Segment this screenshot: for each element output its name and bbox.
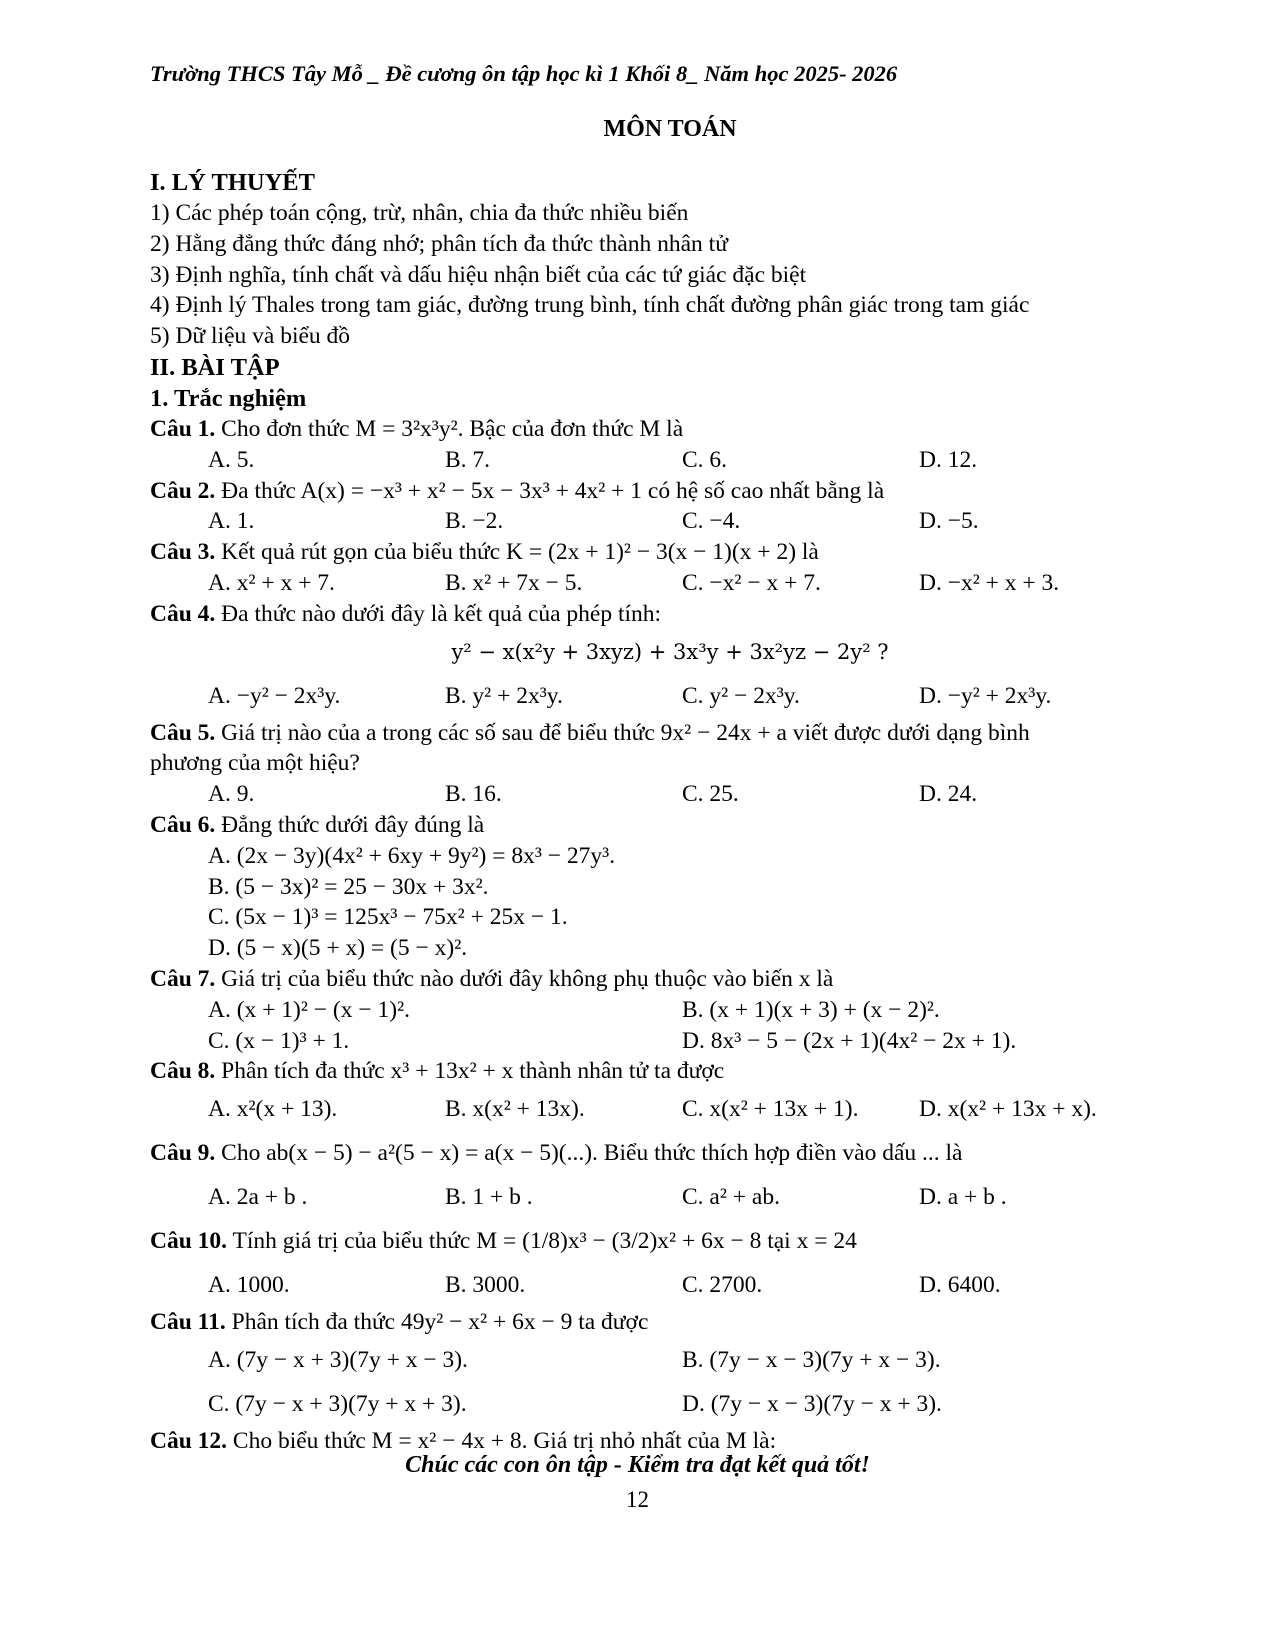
option-a: A. (7y − x + 3)(7y + x − 3). (208, 1346, 468, 1373)
question-label: Câu 2. (150, 477, 216, 504)
theory-item: 1) Các phép toán cộng, trừ, nhân, chia đa thức nhiều biến (150, 200, 689, 226)
page-number: 12 (626, 1487, 649, 1512)
question-label: Câu 9. (150, 1140, 216, 1167)
option-d: D. (7y − x − 3)(7y − x + 3). (682, 1390, 942, 1417)
option-d: D. (5 − x)(5 + x) = (5 − x)². (208, 935, 468, 962)
question-label: Câu 11. (150, 1309, 226, 1336)
option-c: C. 6. (682, 446, 728, 473)
option-a: A. 1. (208, 508, 255, 535)
question-label: Câu 7. (150, 965, 216, 992)
option-b: B. y² + 2x³y. (445, 682, 563, 709)
option-a: A. (2x − 3y)(4x² + 6xy + 9y²) = 8x³ − 27y³. (208, 842, 616, 869)
question-text: Phân tích đa thức 49y² − x² + 6x − 9 ta được (225, 1309, 649, 1336)
option-b: B. (7y − x − 3)(7y + x − 3). (682, 1346, 941, 1373)
footer-message: Chúc các con ôn tập - Kiểm tra đạt kết quả tốt! (405, 1452, 870, 1478)
question-10 (150, 1219, 1190, 1263)
option-b: B. (x + 1)(x + 3) + (x − 2)². (682, 996, 940, 1023)
option-c: C. −4. (682, 508, 741, 535)
option-b: B. x² + 7x − 5. (445, 569, 583, 596)
option-a: A. 9. (208, 781, 255, 808)
option-c: C. (x − 1)³ + 1. (208, 1027, 350, 1054)
option-c: C. y² − 2x³y. (682, 682, 800, 709)
multiple-choice-heading: 1. Trắc nghiệm (150, 384, 307, 412)
theory-item: 2) Hằng đẳng thức đáng nhớ; phân tích đa thức thành nhân tử (150, 230, 728, 257)
question-3 (150, 537, 1190, 568)
options-row (150, 674, 1190, 718)
question-label: Câu 10. (150, 1228, 228, 1255)
options-row (150, 1338, 1190, 1382)
question-text: Đa thức nào dưới đây là kết quả của phép tính: (221, 600, 662, 627)
question-label: Câu 3. (150, 539, 216, 566)
option-b: B. (5 − 3x)² = 25 − 30x + 3x². (208, 873, 489, 900)
question-8 (150, 1056, 1190, 1087)
question-text: Kết quả rút gọn của biểu thức K = (2x + 1)² − 3(x − 1)(x + 2) là (221, 539, 819, 566)
option-a: A. 1000. (208, 1272, 290, 1299)
question-label: Câu 8. (150, 1058, 216, 1085)
question-text: Cho ab(x − 5) − a²(5 − x) = a(x − 5)(...). Biểu thức thích hợp điền vào dấu ... là (215, 1140, 963, 1167)
subject-title: MÔN TOÁN (603, 116, 737, 142)
option-d: D. −y² + 2x³y. (919, 682, 1052, 709)
question-9 (150, 1131, 1190, 1175)
question-11 (150, 1307, 1190, 1338)
option-d: D. a + b . (919, 1184, 1007, 1211)
option-b: B. 1 + b . (445, 1184, 533, 1211)
option-a: A. x² + x + 7. (208, 569, 335, 596)
options-row (150, 568, 1190, 599)
question-label: Câu 4. (150, 600, 216, 627)
theory-item: 3) Định nghĩa, tính chất và dấu hiệu nhận biết của các tứ giác đặc biệt (150, 261, 807, 288)
option-b: B. 3000. (445, 1272, 526, 1299)
options-row (150, 1026, 1190, 1057)
option-d: D. 8x³ − 5 − (2x + 1)(4x² − 2x + 1). (682, 1027, 1017, 1054)
question-text: Phân tích đa thức x³ + 13x² + x thành nhân tử ta được (215, 1058, 725, 1085)
question-text: Giá trị nào của a trong các số sau để biểu thức 9x² − 24x + a viết được dưới dạng bình (221, 719, 1030, 746)
question-text: Tính giá trị của biểu thức M = (1/8)x³ − (3/2)x² + 6x − 8 tại x = 24 (227, 1228, 857, 1255)
options-row (150, 779, 1190, 810)
exercises-heading: II. BÀI TẬP (150, 353, 280, 381)
option-d: D. 12. (919, 446, 978, 473)
options-row (150, 1382, 1190, 1426)
question-5 (150, 718, 1190, 749)
option-c: C. x(x² + 13x + 1). (682, 1096, 859, 1123)
option-c: C. (7y − x + 3)(7y + x + 3). (208, 1390, 467, 1417)
options-row (150, 1087, 1190, 1131)
option-a: A. 2a + b . (208, 1184, 308, 1211)
question-text: Đẳng thức dưới đây đúng là (221, 811, 485, 838)
option-c: C. 2700. (682, 1272, 763, 1299)
option-b: B. 7. (445, 446, 491, 473)
theory-item: 5) Dữ liệu và biểu đồ (150, 323, 351, 350)
options-row (150, 445, 1190, 476)
question-text: Cho biểu thức M = x² − 4x + 8. Giá trị nhỏ nhất của M là: (232, 1427, 777, 1454)
options-row (150, 995, 1190, 1026)
question-label: Câu 12. (150, 1427, 228, 1454)
question-text-continued: phương của một hiệu? (150, 750, 360, 777)
document-header: Trường THCS Tây Mỗ _ Đề cương ôn tập học kì 1 Khối 8_ Năm học 2025- 2026 (150, 61, 898, 86)
option-b: B. 16. (445, 781, 502, 808)
question-7 (150, 964, 1190, 995)
option-d: D. x(x² + 13x + x). (919, 1096, 1097, 1123)
document-page (150, 55, 1190, 1457)
option-c: C. 25. (682, 781, 739, 808)
question-2 (150, 476, 1190, 507)
option-b: B. x(x² + 13x). (445, 1096, 585, 1123)
question-label: Câu 6. (150, 811, 216, 838)
question-formula: y² − x(x²y + 3xyz) + 3x³y + 3x²yz − 2y² ? (451, 639, 889, 664)
option-d: D. 24. (919, 781, 978, 808)
question-label: Câu 1. (150, 415, 216, 442)
theory-heading: I. LÝ THUYẾT (150, 169, 315, 196)
option-a: A. −y² − 2x³y. (208, 682, 341, 709)
option-d: D. −x² + x + 3. (919, 569, 1060, 596)
option-c: C. (5x − 1)³ = 125x³ − 75x² + 25x − 1. (208, 904, 568, 931)
theory-item: 4) Định lý Thales trong tam giác, đường trung bình, tính chất đường phân giác trong tam giác (150, 292, 1030, 319)
question-6 (150, 810, 1190, 841)
options-row (150, 506, 1190, 537)
option-d: D. 6400. (919, 1272, 1001, 1299)
question-text: Giá trị của biểu thức nào dưới đây không phụ thuộc vào biến x là (221, 965, 834, 992)
question-label: Câu 5. (150, 719, 216, 746)
question-text: Đa thức A(x) = −x³ + x² − 5x − 3x³ + 4x² + 1 có hệ số cao nhất bằng là (221, 477, 885, 504)
option-a: A. x²(x + 13). (208, 1096, 338, 1123)
question-4 (150, 599, 1190, 630)
option-b: B. −2. (445, 508, 504, 535)
option-d: D. −5. (919, 508, 979, 535)
options-row (150, 1175, 1190, 1219)
option-a: A. 5. (208, 446, 255, 473)
question-text: Cho đơn thức M = 3²x³y². Bậc của đơn thức M là (221, 415, 684, 442)
question-1 (150, 414, 1190, 445)
option-c: C. a² + ab. (682, 1184, 780, 1211)
option-c: C. −x² − x + 7. (682, 569, 821, 596)
option-a: A. (x + 1)² − (x − 1)². (208, 996, 410, 1023)
options-row (150, 1263, 1190, 1307)
